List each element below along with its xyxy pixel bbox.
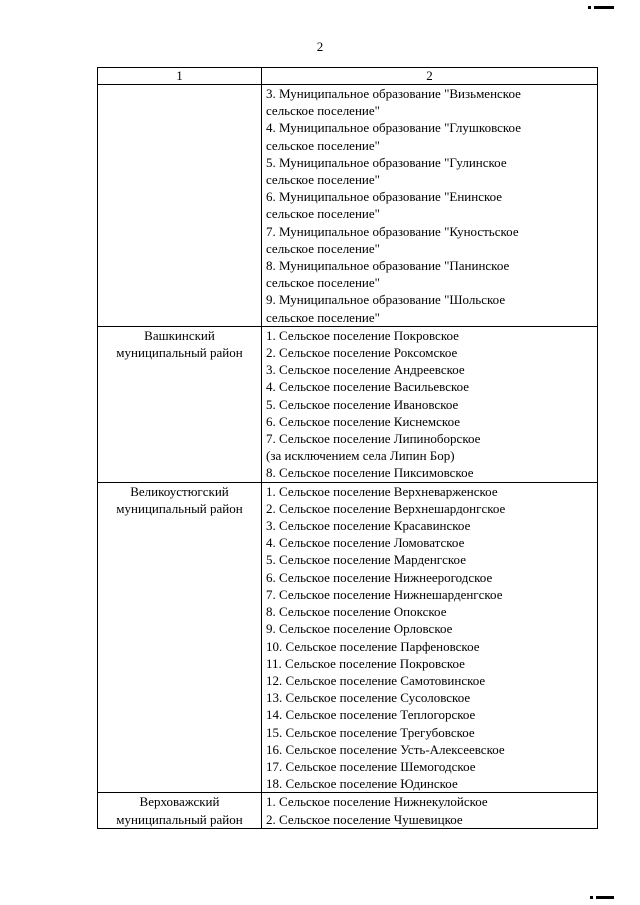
table-row xyxy=(98,793,598,828)
list-item: 5. Сельское поселение Ивановское xyxy=(266,396,459,412)
list-item: (за исключением села Липин Бор) xyxy=(266,448,455,464)
list-item: 4. Муниципальное образование "Глушковское xyxy=(266,120,521,136)
list-item: 3. Сельское поселение Андреевское xyxy=(266,362,465,378)
list-item: 2. Сельское поселение Роксомское xyxy=(266,345,458,361)
table-row xyxy=(98,326,598,482)
district-cell: Верховажский муниципальный район xyxy=(98,793,262,828)
list-item: 3. Сельское поселение Красавинское xyxy=(266,518,471,534)
list-item: сельское поселение" xyxy=(266,206,380,222)
list-item: 10. Сельское поселение Парфеновское xyxy=(266,638,480,654)
table-row xyxy=(98,85,598,327)
list-item: 6. Сельское поселение Киснемское xyxy=(266,413,460,429)
district-cell: Вашкинский муниципальный район xyxy=(98,326,262,482)
list-item: 18. Сельское поселение Юдинское xyxy=(266,776,458,792)
list-item: 6. Муниципальное образование "Енинское xyxy=(266,189,503,205)
district-cell xyxy=(98,85,262,327)
list-item: 7. Сельское поселение Нижнешарденгское xyxy=(266,586,503,602)
scan-mark-top xyxy=(594,6,614,9)
list-item: 2. Сельское поселение Чушевицкое xyxy=(266,811,463,827)
list-item: 13. Сельское поселение Сусоловское xyxy=(266,690,471,706)
table-header-row xyxy=(98,68,598,85)
list-item: 5. Муниципальное образование "Гулинское xyxy=(266,154,507,170)
list-item: сельское поселение" xyxy=(266,275,380,291)
settlements-cell xyxy=(262,326,598,482)
list-item: 9. Сельское поселение Орловское xyxy=(266,621,453,637)
list-item: сельское поселение" xyxy=(266,137,380,153)
scan-mark-bottom xyxy=(596,896,614,899)
district-cell: Великоустюгский муниципальный район xyxy=(98,482,262,793)
table-row xyxy=(98,482,598,793)
list-item: 12. Сельское поселение Самотовинское xyxy=(266,672,486,688)
list-item: 4. Сельское поселение Ломоватское xyxy=(266,535,465,551)
list-item: 9. Муниципальное образование "Шольское xyxy=(266,292,506,308)
list-item: 8. Муниципальное образование "Панинское xyxy=(266,258,510,274)
list-item: сельское поселение" xyxy=(266,103,380,119)
list-item: 15. Сельское поселение Трегубовское xyxy=(266,724,475,740)
list-item: 2. Сельское поселение Верхнешардонгское xyxy=(266,500,506,516)
list-item: 1. Сельское поселение Нижнекулойское xyxy=(266,794,488,810)
list-item: 8. Сельское поселение Опокское xyxy=(266,604,447,620)
column-header-2: 2 xyxy=(262,68,598,85)
list-item: 1. Сельское поселение Покровское xyxy=(266,327,459,343)
list-item: сельское поселение" xyxy=(266,172,380,188)
list-item: 14. Сельское поселение Теплогорское xyxy=(266,707,476,723)
list-item: 8. Сельское поселение Пиксимовское xyxy=(266,465,474,481)
list-item: 6. Сельское поселение Нижнеерогодское xyxy=(266,569,493,585)
list-item: 1. Сельское поселение Верхневарженское xyxy=(266,483,498,499)
list-item: 3. Муниципальное образование "Визьменское xyxy=(266,86,521,101)
list-item: 17. Сельское поселение Шемогодское xyxy=(266,758,476,774)
list-item: 5. Сельское поселение Марденгское xyxy=(266,552,466,568)
list-item: 7. Муниципальное образование "Куностьское xyxy=(266,223,519,239)
settlements-cell xyxy=(262,85,598,327)
list-item: 11. Сельское поселение Покровское xyxy=(266,655,465,671)
settlements-table xyxy=(97,67,598,829)
settlements-cell xyxy=(262,482,598,793)
column-header-1: 1 xyxy=(98,68,262,85)
list-item: сельское поселение" xyxy=(266,240,380,256)
list-item: 4. Сельское поселение Васильевское xyxy=(266,379,470,395)
list-item: сельское поселение" xyxy=(266,309,380,325)
list-item: 7. Сельское поселение Липиноборское xyxy=(266,431,481,447)
list-item: 16. Сельское поселение Усть-Алексеевское xyxy=(266,741,505,757)
page-number: 2 xyxy=(316,39,324,54)
settlements-cell xyxy=(262,793,598,828)
